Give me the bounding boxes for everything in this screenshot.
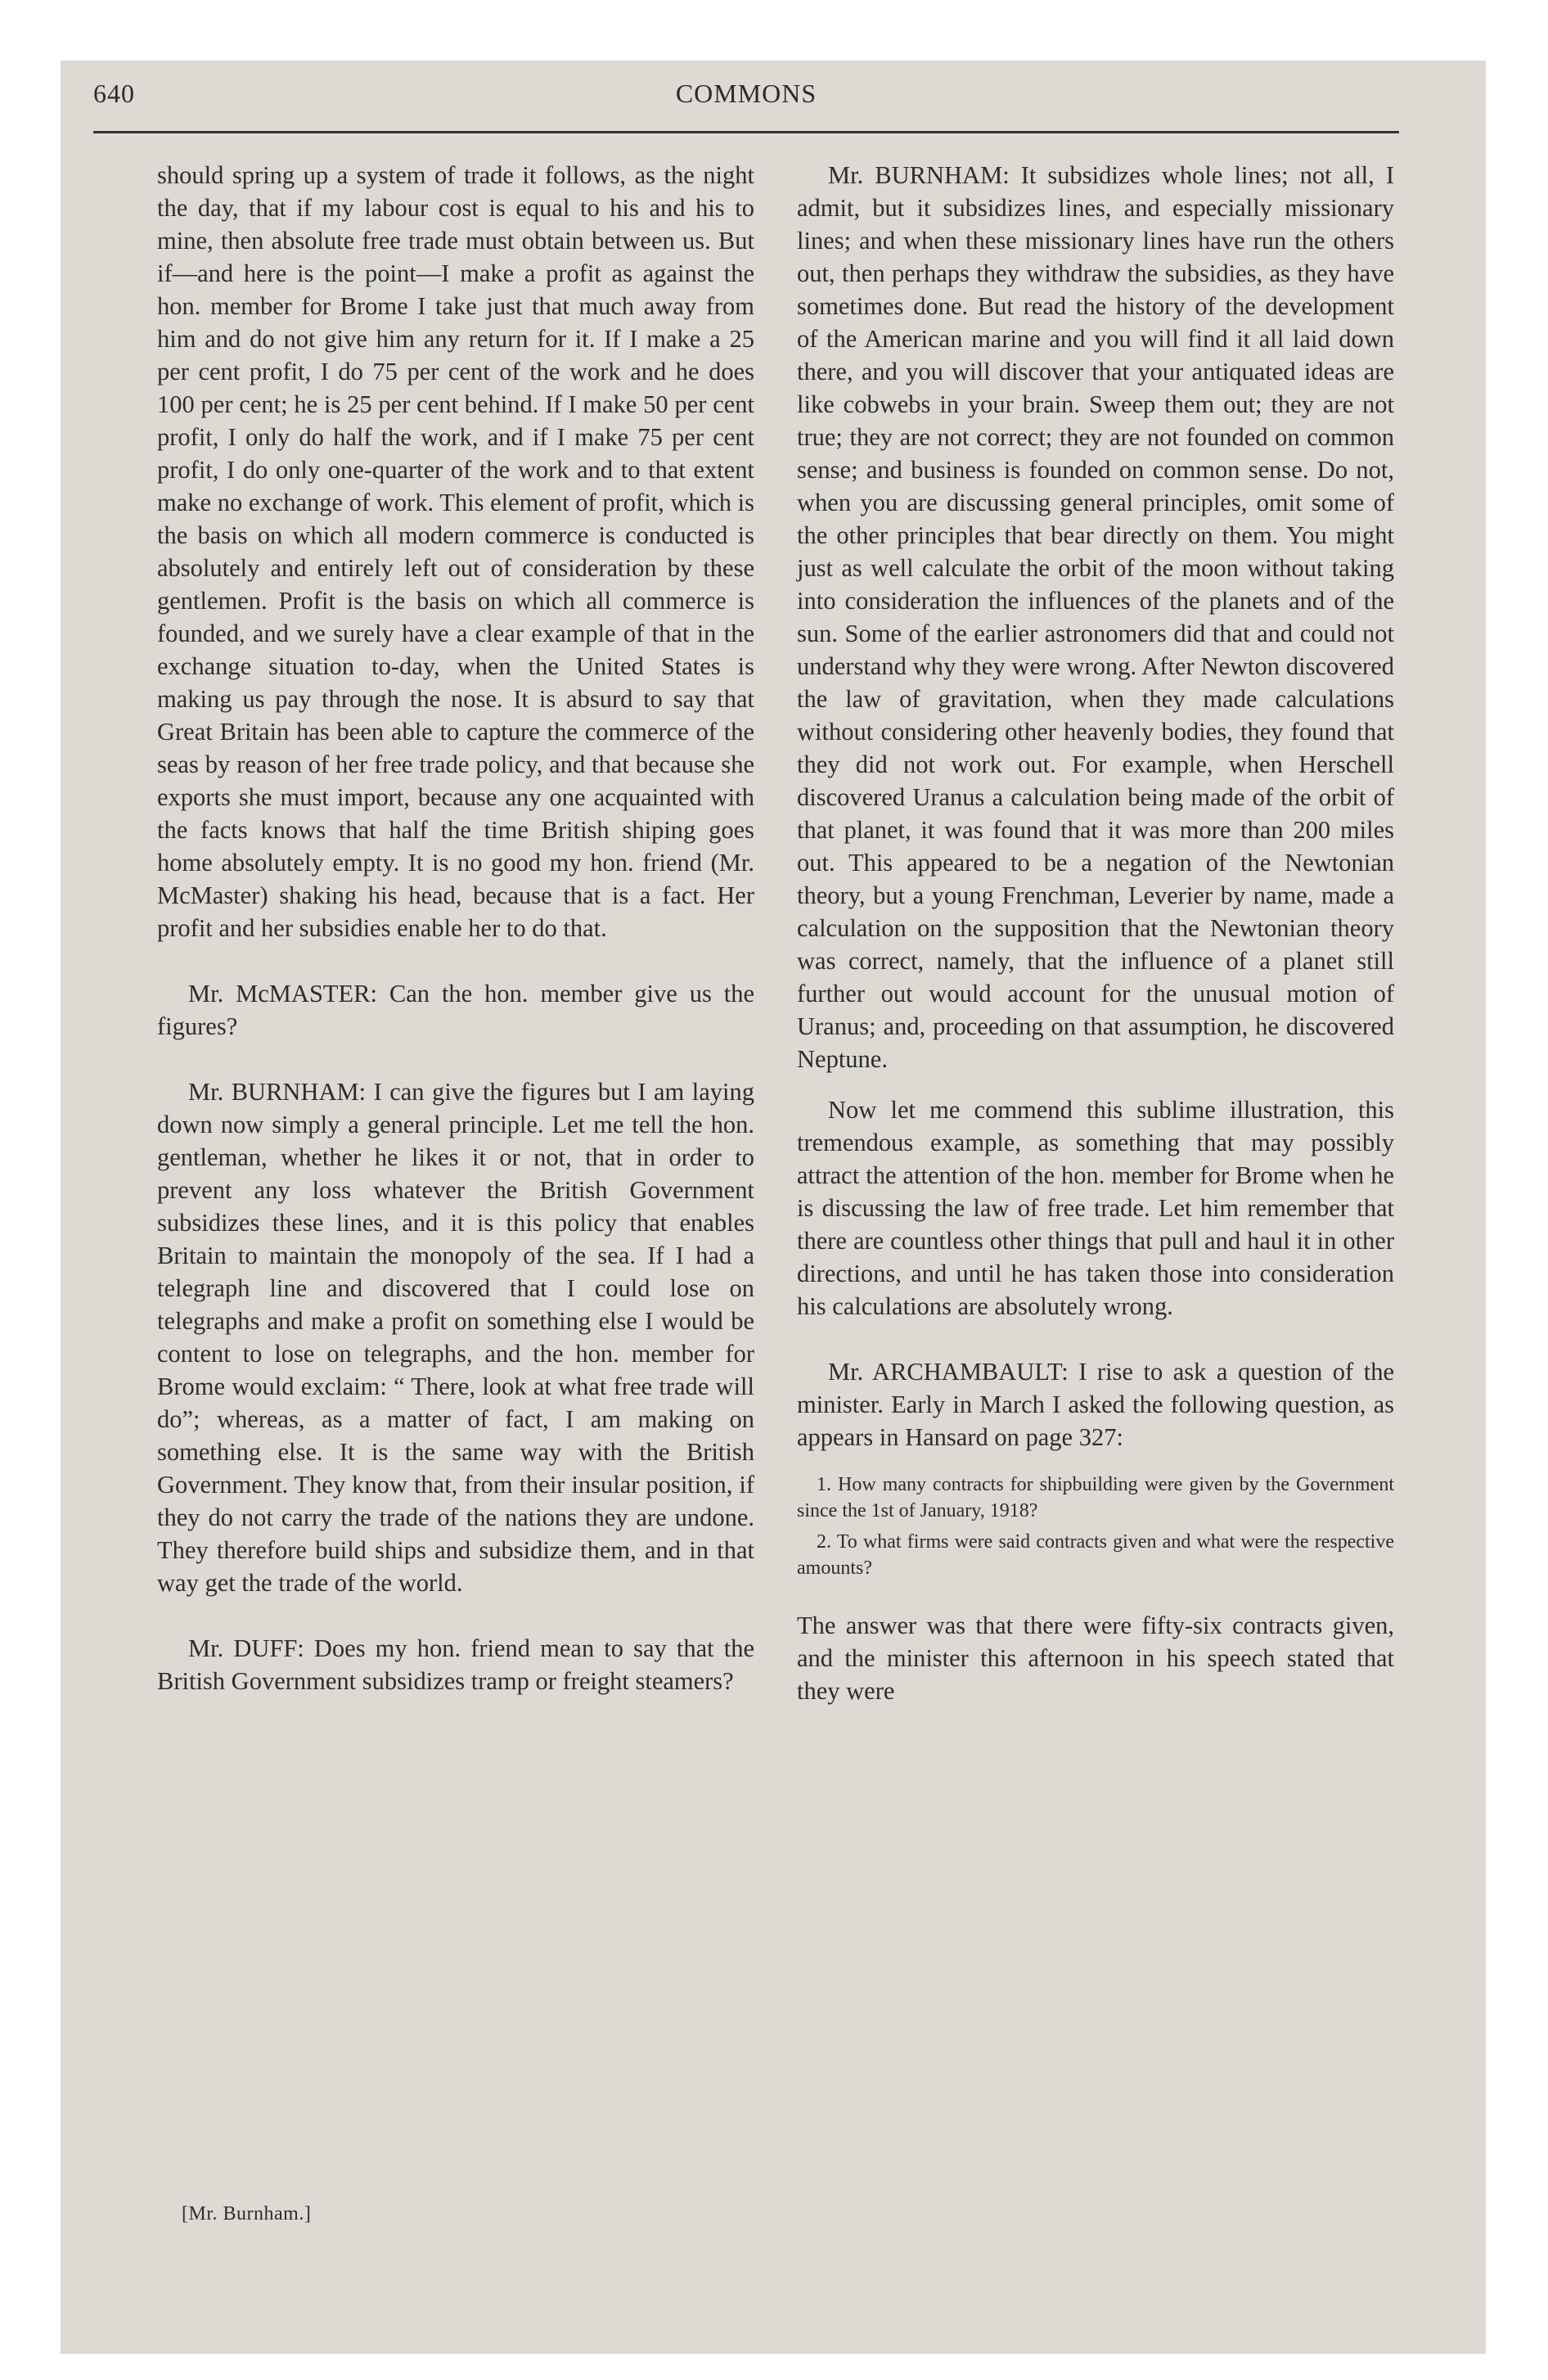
- left-column: [157, 159, 754, 1730]
- quoted-question: 2. To what firms were said contracts given and what were the respective amounts?: [797, 1531, 1394, 1579]
- page-header: [93, 79, 1399, 119]
- running-head: COMMONS: [675, 79, 817, 108]
- paragraph: Mr. DUFF: Does my hon. friend mean to say that the British Government subsidizes tramp or freight steamers?: [157, 1634, 754, 1695]
- paragraph: Mr. McMASTER: Can the hon. member give us the figures?: [157, 980, 754, 1040]
- page-number: 640: [93, 79, 135, 108]
- paragraph: Mr. ARCHAMBAULT: I rise to ask a question of the minister. Early in March I asked the following question, as appears in Hansard on page 327:: [797, 1358, 1394, 1451]
- right-column: [797, 159, 1394, 1740]
- header-rule: [93, 131, 1399, 133]
- speaker-footer-note: [Mr. Burnham.]: [182, 2203, 312, 2224]
- paragraph: should spring up a system of trade it follows, as the night the day, that if my labour cost is equal to his and his to mine, then absolute free trade must obtain between us. But if—and here is the point—I make a profit as against the hon. member for Brome I take just that much away from him and do not give him any return for it. If I make a 25 per cent profit, I do 75 per cent of the work and he does 100 per cent; he is 25 per cent behind. If I make 50 per cent profit, I only do half the work, and if I make 75 per cent profit, I do only one-quarter of the work and to that extent make no exchange of work. This element of profit, which is the basis on which all modern commerce is conducted is absolutely and entirely left out of consideration by these gentlemen. Profit is the basis on which all commerce is founded, and we surely have a clear example of that in the exchange situation to-day, when the United States is making us pay through the nose. It is absurd to say that Great Britain has been able to capture the commerce of the seas by reason of her free trade policy, and that because she exports she must import, because any one acquainted with the facts knows that half the time British shiping goes home absolutely empty. It is no good my hon. friend (Mr. McMaster) shaking his head, because that is a fact. Her profit and her subsidies enable her to do that.: [157, 161, 754, 942]
- quoted-question: 1. How many contracts for shipbuilding were given by the Government since the 1st of January, 1918?: [797, 1474, 1394, 1521]
- paragraph: Mr. BURNHAM: It subsidizes whole lines; not all, I admit, but it subsidizes lines, and especially missionary lines; and when these missionary lines have run the others out, then perhaps they withdraw the subsidies, as they have sometimes done. But read the history of the development of the American marine and you will find it all laid down there, and you will discover that your antiquated ideas are like cobwebs in your brain. Sweep them out; they are not true; they are not correct; they are not founded on common sense; and business is founded on common sense. Do not, when you are discussing general principles, omit some of the other principles that bear directly on them. You might just as well calculate the orbit of the moon without taking into consideration the influences of the planets and of the sun. Some of the earlier astronomers did that and could not understand why they were wrong. After Newton discovered the law of gravitation, when they made calculations without considering other heavenly bodies, they found that they did not work out. For example, when Herschell discovered Uranus a calculation being made of the orbit of that planet, it was found that it was more than 200 miles out. This appeared to be a negation of the Newtonian theory, but a young Frenchman, Leverier by name, made a calculation on the supposition that the Newtonian theory was correct, namely, that the influence of a planet still further out would account for the unusual motion of Uranus; and, proceeding on that assumption, he discovered Neptune.: [797, 161, 1394, 1073]
- paragraph: Now let me commend this sublime illustration, this tremendous example, as something that may possibly attract the attention of the hon. member for Brome when he is discussing the law of free trade. Let him remember that there are countless other things that pull and haul it in other directions, and until he has taken those into consideration his calculations are absolutely wrong.: [797, 1096, 1394, 1320]
- paragraph: Mr. BURNHAM: I can give the figures but I am laying down now simply a general principle. Let me tell the hon. gentleman, whether he likes it or not, that in order to prevent any loss whatever the British Government subsidizes these lines, and it is this policy that enables Britain to maintain the monopoly of the sea. If I had a telegraph line and discovered that I could lose on telegraphs and make a profit on something else I would be content to lose on telegraphs, and the hon. member for Brome would exclaim: “ There, look at what free trade will do”; whereas, as a matter of fact, I am making on something else. It is the same way with the British Government. They know that, from their insular position, if they do not carry the trade of the nations they are undone. They therefore build ships and subsidize them, and in that way get the trade of the world.: [157, 1078, 754, 1597]
- paragraph: The answer was that there were fifty-six contracts given, and the minister this afternoon in his speech stated that they were: [797, 1611, 1394, 1705]
